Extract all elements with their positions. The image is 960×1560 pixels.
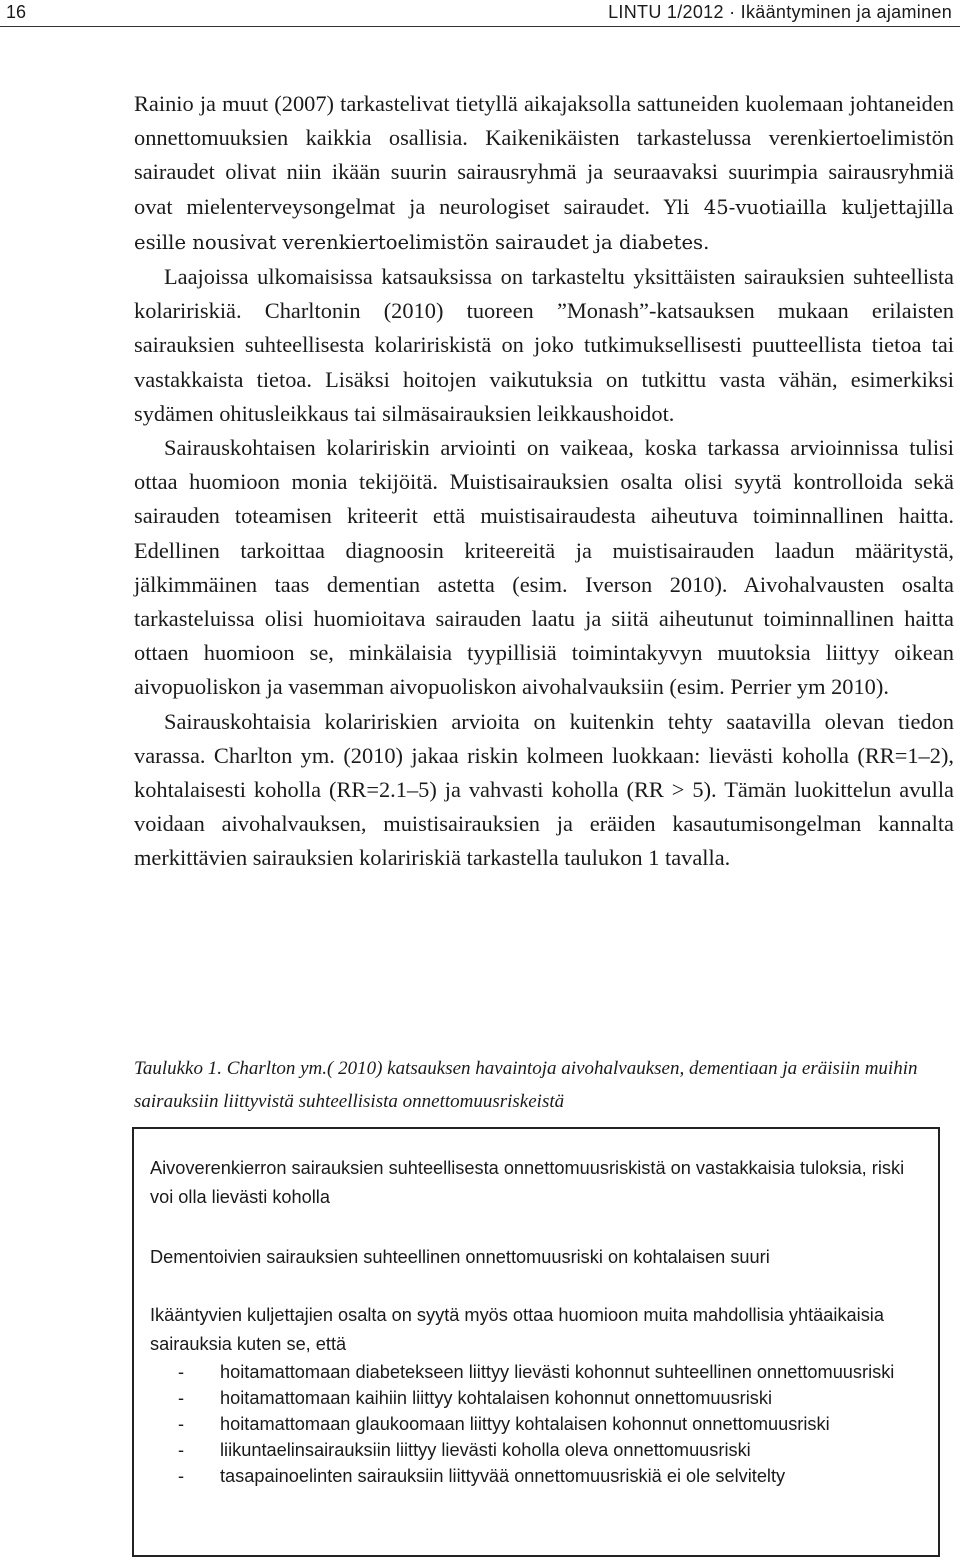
table-1: [132, 1127, 940, 1557]
list-item: [150, 1437, 930, 1463]
list-dash: -: [178, 1414, 185, 1434]
risk-list: [150, 1359, 930, 1489]
list-dash: -: [178, 1440, 185, 1460]
list-item-text: liikuntaelinsairauksiin liittyy lievästi koholla oleva onnettomuusriski: [220, 1440, 751, 1460]
list-item-text: hoitamattomaan diabetekseen liittyy lievästi kohonnut suhteellinen onnettomuusriski: [220, 1362, 895, 1382]
paragraph-4: Sairauskohtaisia kolaririskien arvioita on kuitenkin tehty saatavilla olevan tiedon varassa. Charlton ym. (2010) jakaa riskin kolmeen luokkaan: lievästi koholla (RR=1–2), kohtalaisesti koholla (RR=2.1–5) ja vahvasti koholla (RR > 5). Tämän luokittelun avulla voidaan aivohalvauksen, muistisairauksien ja eräiden kasautumisongelman kannalta merkittävien sairauksien kolaririskiä tarkastella taulukon 1 tavalla.: [134, 708, 954, 871]
table-row-other-diseases: [150, 1301, 930, 1489]
paragraph-2: Laajoissa ulkomaisissa katsauksissa on tarkasteltu yksittäisten sairauksien suhteellista kolaririskiä. Charltonin (2010) tuoreen ”Monash”-katsauksen mukaan erilaisten sairauksien suhteellisesta kolaririskistä on joko tutkimuksellisesti puutteellista tietoa tai vastakkaista tietoa. Lisäksi hoitojen vaikutuksia on tutkittu vasta vähän, esimerkiksi sydämen ohitusleikkaus tai silmäsairauksien leikkaushoidot.: [134, 264, 954, 426]
table-row-other-intro: Ikääntyvien kuljettajien osalta on syytä myös ottaa huomioon muita mahdollisia yhtäaikaisia sairauksia kuten se, että: [150, 1305, 884, 1354]
list-item-text: hoitamattomaan glaukoomaan liittyy kohtalaisen kohonnut onnettomuusriski: [220, 1414, 830, 1434]
paragraph-1-main: Rainio ja muut (2007) tarkastelivat tietyllä aikajaksolla sattuneiden kuolemaan johtaneiden onnettomuuksien kaikkia osallisia. Kaikenikäisten tarkastelussa verenkiertoelimistön sairaudet olivat niin ikään suurin sairausryhmä ja seuraavaksi suurimpia sairausryhmiä ovat mielenterveysongelmat ja neurologiset sairaudet.: [134, 91, 954, 219]
list-dash: -: [178, 1466, 185, 1486]
page-header: [0, 0, 960, 34]
header-divider: [0, 26, 960, 27]
article-body: [134, 87, 954, 876]
table-caption: Taulukko 1. Charlton ym.( 2010) katsauksen havaintoja aivohalvauksen, dementiaan ja eräisiin muihin sairauksiin liittyvistä suhteellisista onnettomuusriskeistä: [134, 1058, 918, 1112]
list-item-text: hoitamattomaan kaihiin liittyy kohtalaisen kohonnut onnettomuusriski: [220, 1388, 772, 1408]
page-number: 16: [6, 2, 27, 22]
paragraph-1: [134, 87, 954, 260]
paragraph-3: Sairauskohtaisen kolaririskin arviointi on vaikeaa, koska tarkassa arvioinnissa tulisi ottaa huomioon monia tekijöitä. Muistisairauksien osalta olisi syytä kontrolloida sekä sairauden toteamisen kriteerit että muistisairaudesta aiheutuva toiminnallinen haitta. Edellinen tarkoittaa diagnoosin kriteereitä ja muistisairauden laadun määritystä, jälkimmäinen taas dementian astetta (esim. Iverson 2010). Aivohalvausten osalta tarkasteluissa olisi huomioitava sairauden laatu ja siitä aiheutunut toiminnallinen haitta ottaen huomioon se, minkälaisia tyypillisiä toimintakyvyn muutoksia liittyy oikean aivopuoliskon ja vasemman aivopuoliskon aivohalvauksiin (esim. Perrier ym 2010).: [134, 435, 954, 700]
running-head: LINTU 1/2012 · Ikääntyminen ja ajaminen: [608, 2, 952, 22]
table-row-stroke: Aivoverenkierron sairauksien suhteellisesta onnettomuusriskistä on vastakkaisia tuloksia, riski voi olla lievästi koholla: [150, 1158, 905, 1207]
list-item: [150, 1359, 930, 1385]
list-item: [150, 1385, 930, 1411]
table-row-dementia: Dementoivien sairauksien suhteellinen onnettomuusriski on kohtalaisen suuri: [150, 1247, 770, 1267]
list-item: [150, 1463, 930, 1489]
list-dash: -: [178, 1362, 185, 1382]
list-dash: -: [178, 1388, 185, 1408]
paragraph-1-sans-sentence: Yli 45-vuotiailla kuljettajilla esille nousivat verenkiertoelimistön sairaudet ja diabetes.: [134, 195, 954, 254]
list-item-text: tasapainoelinten sairauksiin liittyvää onnettomuusriskiä ei ole selvitelty: [220, 1466, 786, 1486]
list-item: [150, 1411, 930, 1437]
